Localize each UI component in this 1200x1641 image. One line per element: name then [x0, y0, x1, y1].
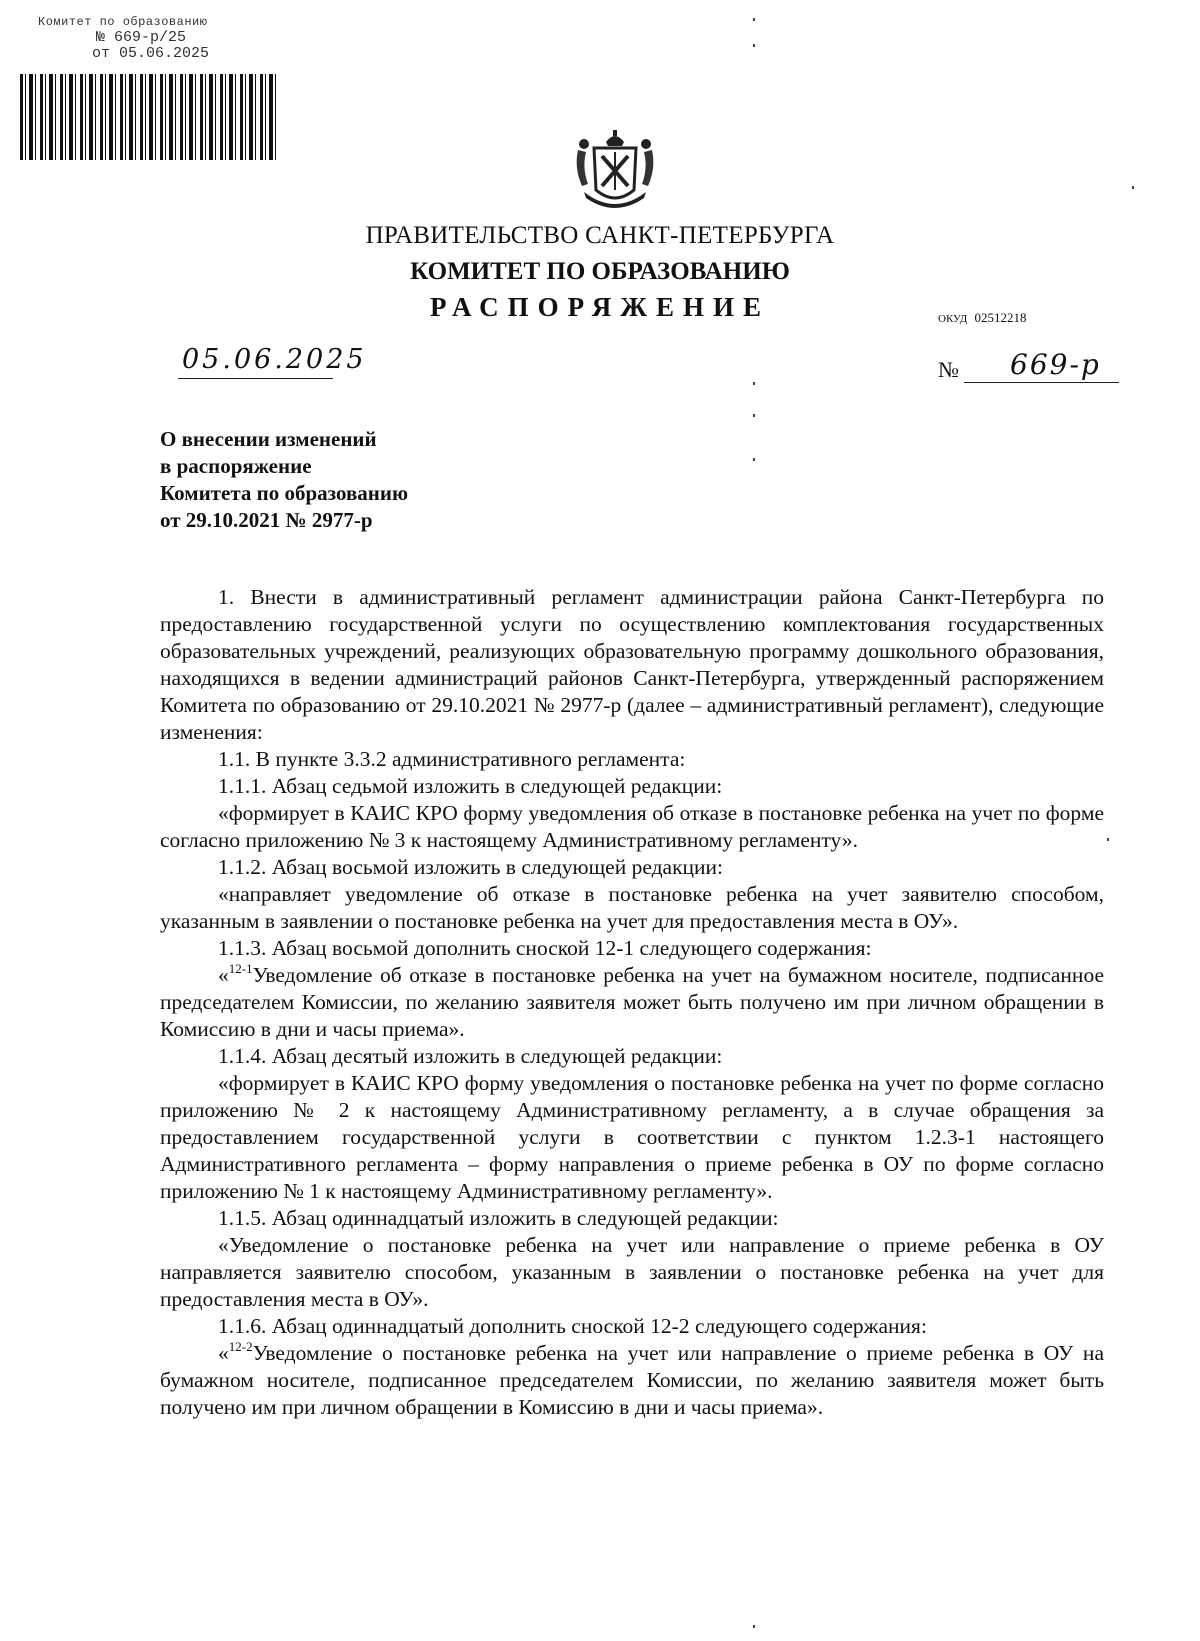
paragraph: 1.1.1. Абзац седьмой изложить в следующей редакции: [218, 774, 723, 798]
paragraph: 1.1.3. Абзац восьмой дополнить сноской 12-1 следующего содержания: [218, 936, 872, 960]
okud-code [938, 310, 1027, 326]
footnote-mark: 12-2 [228, 1339, 253, 1354]
number-sign: № [938, 357, 959, 382]
number-underline [964, 382, 1119, 383]
open-quote: « [218, 1341, 229, 1365]
subject-line: О внесении изменений [160, 427, 377, 451]
coat-of-arms-icon [570, 128, 660, 216]
document-type: РАСПОРЯЖЕНИЕ [429, 292, 771, 322]
paragraph: 1.1.2. Абзац восьмой изложить в следующей редакции: [218, 855, 724, 879]
handwritten-number: 669-р [1010, 348, 1101, 381]
stamp-number: № 669-р/25 [96, 29, 187, 46]
paragraph: «направляет уведомление об отказе в постановке ребенка на учет заявителю способом, указанным в заявлении о постановке ребенка на учет для предоставления места в ОУ». [160, 882, 1104, 933]
document-subject [160, 426, 580, 534]
document-body [160, 584, 1104, 1421]
scan-speck [753, 18, 755, 21]
paragraph: 1.1. В пункте 3.3.2 административного регламента: [218, 747, 686, 771]
barcode [20, 74, 278, 160]
paragraph: 1.1.6. Абзац одиннадцатый дополнить сноской 12-2 следующего содержания: [218, 1314, 927, 1338]
paragraph: 1.1.4. Абзац десятый изложить в следующей редакции: [218, 1044, 723, 1068]
scan-speck [1107, 838, 1109, 841]
scan-speck [753, 458, 755, 461]
government-title: ПРАВИТЕЛЬСТВО САНКТ-ПЕТЕРБУРГА [365, 222, 835, 249]
stamp-date: от 05.06.2025 [92, 45, 210, 62]
date-underline [178, 378, 333, 379]
committee-title: КОМИТЕТ ПО ОБРАЗОВАНИЮ [410, 258, 790, 285]
footnote-paragraph [160, 962, 1104, 1043]
footnote-mark: 12-1 [228, 961, 253, 976]
paragraph: 1. Внести в административный регламент администрации района Санкт-Петербурга по предоставлению государственной услуги по осуществлению комплектования государственных образовательных учреждений, реализующих образовательную программу дошкольного образования, находящихся в ведении администраций районов Санкт-Петербурга, утвержденный распоряжением Комитета по образованию от 29.10.2021 № 2977-р (далее – административный регламент), следующие изменения: [160, 585, 1104, 744]
subject-line: от 29.10.2021 № 2977-р [160, 508, 373, 532]
subject-line: Комитета по образованию [160, 481, 409, 505]
footnote-paragraph [160, 1340, 1104, 1421]
scan-speck [753, 382, 755, 385]
scan-speck [753, 1625, 755, 1628]
paragraph: 1.1.5. Абзац одиннадцатый изложить в следующей редакции: [218, 1206, 779, 1230]
scan-speck [753, 44, 755, 47]
subject-line: в распоряжение [160, 454, 312, 478]
registration-stamp [38, 14, 278, 62]
paragraph: «формирует в КАИС КРО форму уведомления о постановке ребенка на учет по форме согласно приложению № 2 к настоящему Административному регламенту, а в случае обращения за предоставлением государственной услуги в соответствии с пунктом 1.2.3-1 настоящего Административного регламента – форму направления о приеме ребенка в ОУ по форме согласно приложению № 1 к настоящему Административному регламенту». [160, 1071, 1104, 1203]
paragraph: «Уведомление о постановке ребенка на учет или направление о приеме ребенка в ОУ направляется заявителю способом, указанным в заявлении о постановке ребенка на учет для предоставления места в ОУ». [160, 1233, 1104, 1311]
scan-speck [1132, 186, 1134, 189]
okud-value: 02512218 [974, 310, 1027, 325]
footnote-text: Уведомление о постановке ребенка на учет или направление о приеме ребенка в ОУ на бумажном носителе, подписанное председателем Комиссии, по желанию заявителя может быть получено им при личном обращении в Комиссию в дни и часы приема». [160, 1341, 1104, 1419]
handwritten-date: 05.06.2025 [182, 344, 367, 375]
okud-label: ОКУД [938, 313, 968, 325]
footnote-text: Уведомление об отказе в постановке ребенка на учет на бумажном носителе, подписанное председателем Комиссии, по желанию заявителя может быть получено им при личном обращении в Комиссию в дни и часы приема». [160, 963, 1104, 1041]
scan-speck [753, 414, 755, 417]
open-quote: « [218, 963, 229, 987]
stamp-org: Комитет по образованию [38, 15, 208, 29]
paragraph: «формирует в КАИС КРО форму уведомления об отказе в постановке ребенка на учет по форме согласно приложению № 3 к настоящему Административному регламенту». [160, 801, 1104, 852]
